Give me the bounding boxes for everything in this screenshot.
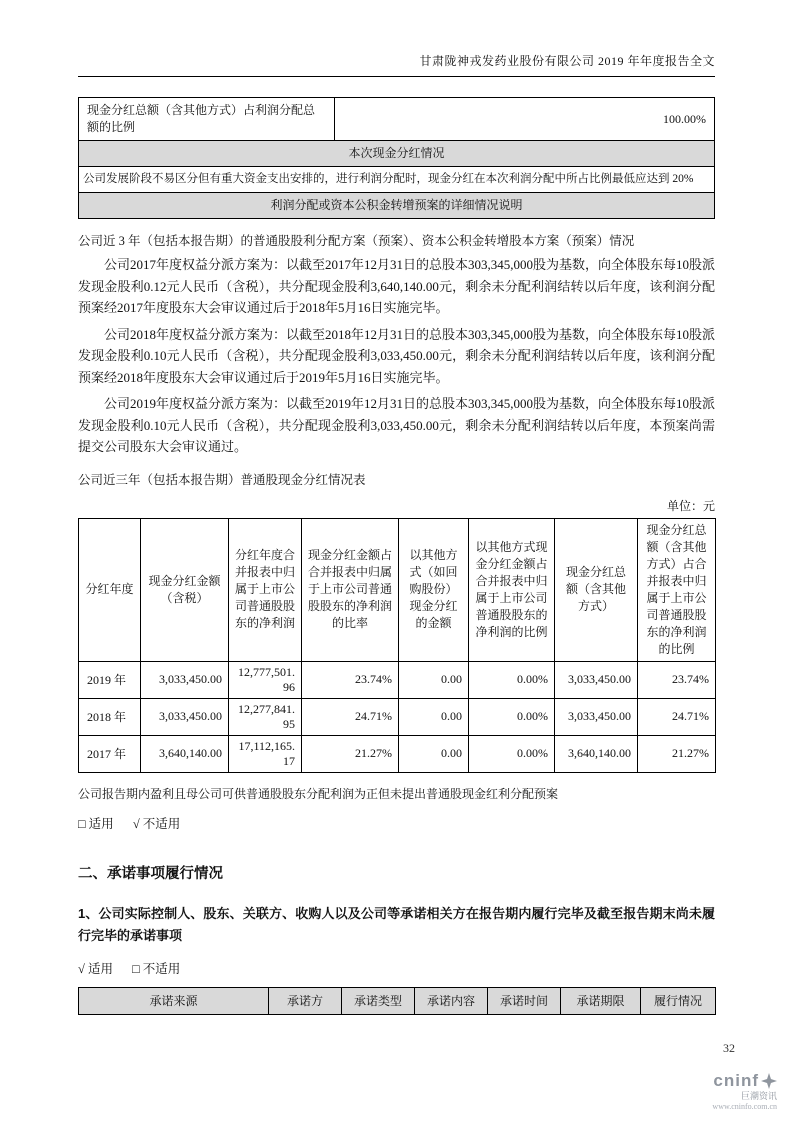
cell-ratio: 24.71% xyxy=(302,698,399,735)
plan-2018-paragraph: 公司2018年度权益分派方案为：以截至2018年12月31日的总股本303,345,000股为基数，向全体股东每10股派发现金股利0.10元人民币（含税），共分配现金股利3,033,450.00元，剩余未分配利润结转以后年度，该利润分配预案经2018年度股东大会审议通过后于2019年5月16日实施完毕。 xyxy=(78,326,716,385)
dividend-history-table xyxy=(78,518,716,773)
header-cell-net-profit: 分红年度合并报表中归属于上市公司普通股股东的净利润 xyxy=(229,518,302,661)
cell-other-amount: 0.00 xyxy=(399,735,469,772)
cell-cash-dividend: 3,640,140.00 xyxy=(141,735,229,772)
cell-net-profit: 12,277,841.95 xyxy=(229,698,302,735)
cell-total-ratio: 24.71% xyxy=(638,698,716,735)
table-row xyxy=(79,193,715,219)
section-header-current-dividend: 本次现金分红情况 xyxy=(79,141,715,167)
policy-note-cell: 公司发展阶段不易区分但有重大资金支出安排的，进行利润分配时，现金分红在本次利润分配中所占比例最低应达到 20% xyxy=(79,167,715,193)
header-cell-other-ratio: 以其他方式现金分红金额占合并报表中归属于上市公司普通股股东的净利润的比例 xyxy=(469,518,555,661)
cell-other-amount: 0.00 xyxy=(399,661,469,698)
cell-other-ratio: 0.00% xyxy=(469,698,555,735)
cell-total-ratio: 23.74% xyxy=(638,661,716,698)
commitments-item-title: 1、公司实际控制人、股东、关联方、收购人以及公司等承诺相关方在报告期内履行完毕及截至报告期末尚未履行完毕的承诺事项 xyxy=(78,905,715,943)
applicability-line-commitments xyxy=(78,959,715,977)
header-cell-cash-dividend: 现金分红金额（含税） xyxy=(141,518,229,661)
header-cell-duration: 承诺期限 xyxy=(561,987,641,1014)
cninfo-logo-wordmark xyxy=(712,1071,777,1091)
cell-year: 2017 年 xyxy=(79,735,141,772)
header-cell-content: 承诺内容 xyxy=(415,987,488,1014)
cell-total-ratio: 21.27% xyxy=(638,735,716,772)
commitments-table xyxy=(78,987,716,1015)
table-row-2019 xyxy=(79,661,716,698)
table-header-row xyxy=(79,518,716,661)
option-not-applicable-unchecked: □ 不适用 xyxy=(132,961,181,976)
header-cell-ratio: 现金分红金额占合并报表中归属于上市公司普通股股东的净利润的比率 xyxy=(302,518,399,661)
cninfo-compass-icon xyxy=(761,1073,777,1089)
cell-total: 3,033,450.00 xyxy=(555,698,638,735)
option-applicable-checked: √ 适用 xyxy=(78,961,113,976)
cell-cash-dividend: 3,033,450.00 xyxy=(141,661,229,698)
header-cell-status: 履行情况 xyxy=(641,987,716,1014)
cell-year: 2019 年 xyxy=(79,661,141,698)
cell-total: 3,640,140.00 xyxy=(555,735,638,772)
cninfo-logo-text: cninf xyxy=(713,1071,759,1090)
header-cell-year: 分红年度 xyxy=(79,518,141,661)
applicability-line-dividend xyxy=(78,814,715,832)
option-not-applicable-checked: √ 不适用 xyxy=(132,816,181,831)
table-row-2017 xyxy=(79,735,716,772)
cell-other-amount: 0.00 xyxy=(399,698,469,735)
unit-label: 单位：元 xyxy=(666,498,715,513)
table-row xyxy=(79,98,715,141)
section-header-plan-detail: 利润分配或资本公积金转增预案的详细情况说明 xyxy=(79,193,715,219)
ratio-value-cell: 100.00% xyxy=(335,98,715,141)
header-cell-time: 承诺时间 xyxy=(488,987,561,1014)
cell-ratio: 23.74% xyxy=(302,661,399,698)
cell-net-profit: 17,112,165.17 xyxy=(229,735,302,772)
section-title-commitments: 二、承诺事项履行情况 xyxy=(78,865,223,882)
no-proposal-note: 公司报告期内盈利且母公司可供普通股股东分配利润为正但未提出普通股现金红利分配预案 xyxy=(78,786,559,801)
plan-2019-paragraph: 公司2019年度权益分派方案为：以截至2019年12月31日的总股本303,345,000股为基数，向全体股东每10股派发现金股利0.10元人民币（含税），共分配现金股利3,033,450.00元，剩余未分配利润结转以后年度，本预案尚需提交公司股东大会审议通过。 xyxy=(78,396,716,454)
page-number: 32 xyxy=(723,1041,735,1055)
cell-net-profit: 12,777,501.96 xyxy=(229,661,302,698)
cell-year: 2018 年 xyxy=(79,698,141,735)
cell-total: 3,033,450.00 xyxy=(555,661,638,698)
table-row xyxy=(79,167,715,193)
cell-other-ratio: 0.00% xyxy=(469,661,555,698)
document-header xyxy=(78,0,715,77)
cninfo-logo xyxy=(712,1071,777,1112)
document-title: 甘肃陇神戎发药业股份有限公司 2019 年年度报告全文 xyxy=(419,54,715,68)
cell-cash-dividend: 3,033,450.00 xyxy=(141,698,229,735)
header-cell-source: 承诺来源 xyxy=(79,987,269,1014)
cninfo-logo-url: www.cninfo.com.cn xyxy=(712,1102,777,1111)
cninfo-logo-name: 巨潮资讯 xyxy=(740,1091,777,1101)
cell-other-ratio: 0.00% xyxy=(469,735,555,772)
cash-dividend-summary-table xyxy=(78,97,715,219)
dividend-table-caption: 公司近三年（包括本报告期）普通股现金分红情况表 xyxy=(78,472,366,487)
intro-line: 公司近 3 年（包括本报告期）的普通股股利分配方案（预案）、资本公积金转增股本方案（预案）情况 xyxy=(78,234,635,248)
plan-2017-paragraph: 公司2017年度权益分派方案为：以截至2017年12月31日的总股本303,345,000股为基数，向全体股东每10股派发现金股利0.12元人民币（含税），共分配现金股利3,640,140.00元，剩余未分配利润结转以后年度，该利润分配预案经2017年度股东大会审议通过后于2018年5月16日实施完毕。 xyxy=(78,257,716,315)
header-cell-other-amount: 以其他方式（如回购股份）现金分红的金额 xyxy=(399,518,469,661)
table-header-row xyxy=(79,987,716,1014)
cell-ratio: 21.27% xyxy=(302,735,399,772)
header-cell-type: 承诺类型 xyxy=(342,987,415,1014)
header-cell-party: 承诺方 xyxy=(269,987,342,1014)
header-cell-total: 现金分红总额（含其他方式） xyxy=(555,518,638,661)
table-row xyxy=(79,141,715,167)
header-cell-total-ratio: 现金分红总额（含其他方式）占合并报表中归属于上市公司普通股股东的净利润的比例 xyxy=(638,518,716,661)
table-row-2018 xyxy=(79,698,716,735)
ratio-label-cell: 现金分红总额（含其他方式）占利润分配总额的比例 xyxy=(79,98,335,141)
option-applicable-unchecked: □ 适用 xyxy=(78,816,114,831)
